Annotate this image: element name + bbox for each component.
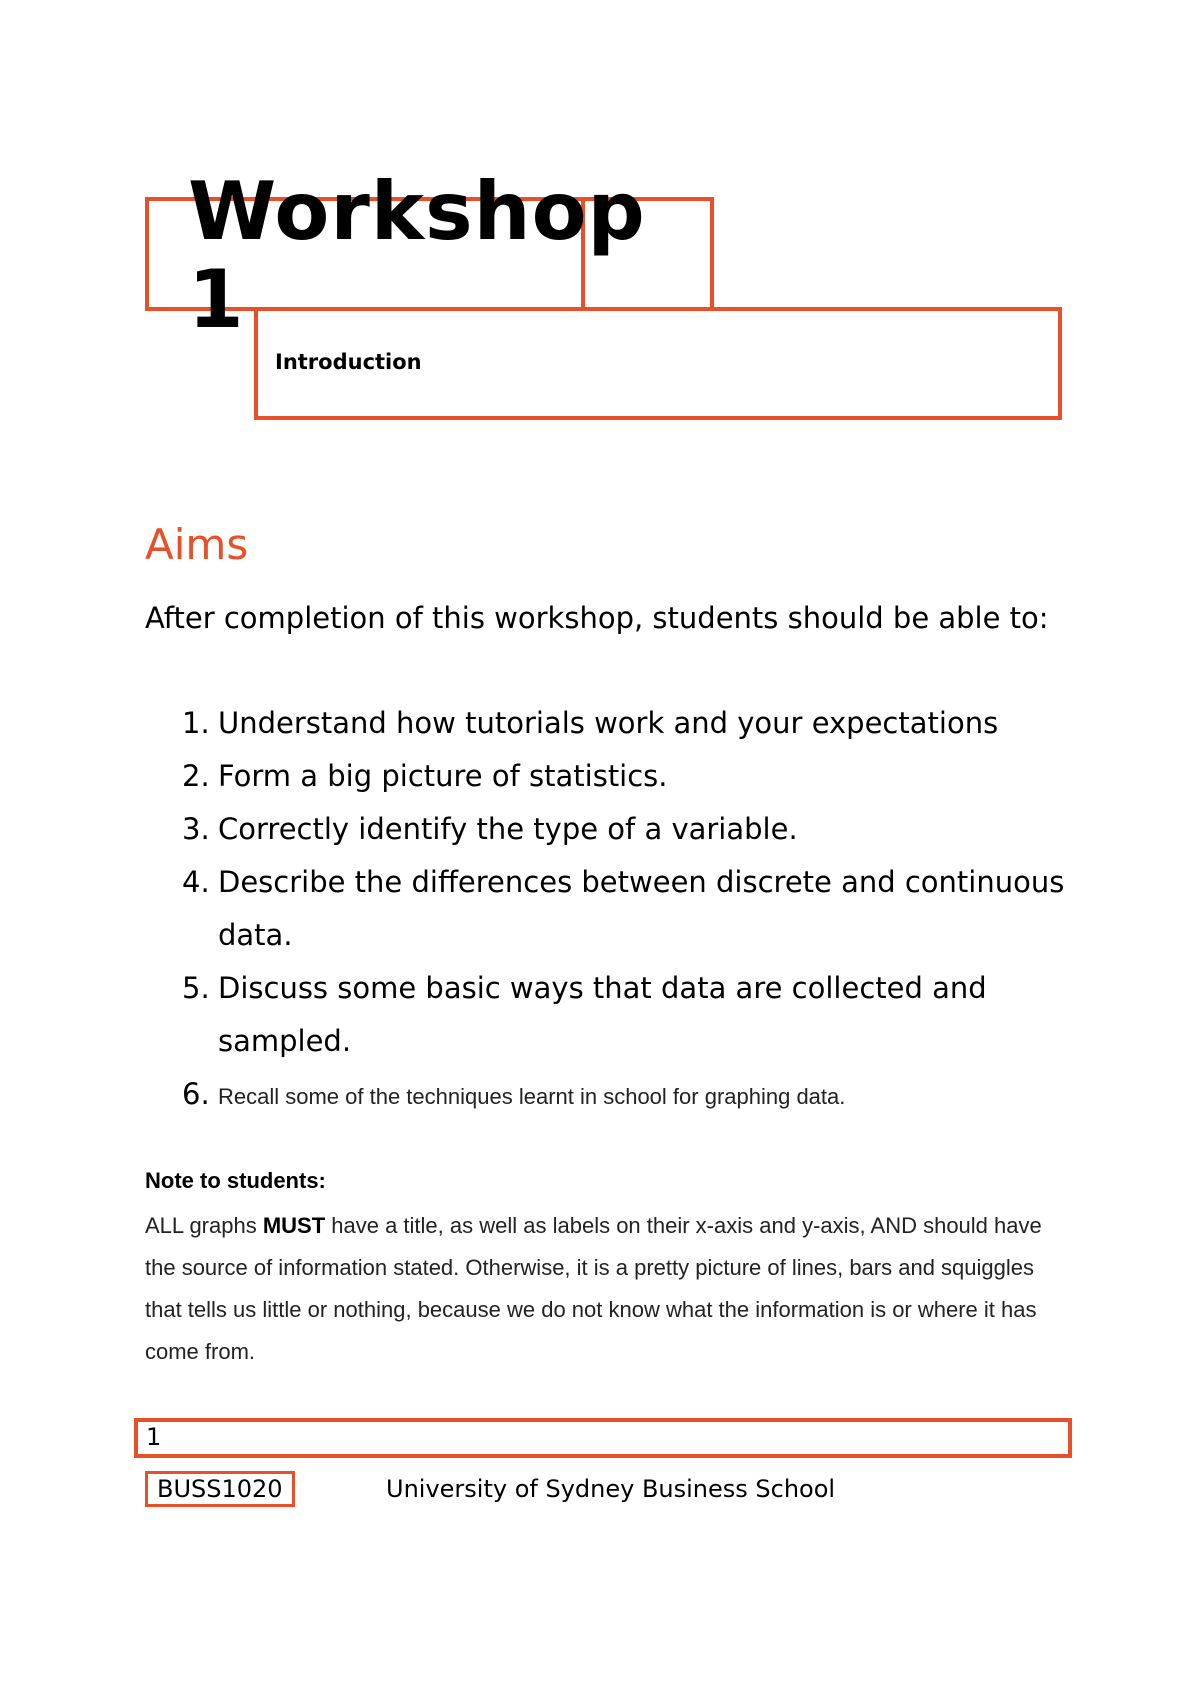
list-item [145, 803, 1075, 856]
list-item-number: 3. [182, 812, 210, 846]
page-title: Workshop 1 [188, 165, 646, 346]
list-item [145, 1068, 1075, 1123]
page-number-frame [134, 1418, 1072, 1458]
aims-list [145, 697, 1075, 1123]
page-subtitle: Introduction [275, 350, 422, 374]
school-name: University of Sydney Business School [386, 1475, 836, 1503]
note-body-emphasis: MUST [262, 1213, 326, 1238]
note-body-prefix: ALL graphs [145, 1213, 263, 1238]
note-body [145, 1205, 1075, 1373]
list-item [145, 962, 1075, 1068]
list-item-number: 5. [182, 971, 210, 1005]
list-item-text: Understand how tutorials work and your expectations [218, 706, 999, 740]
list-item-number: 6. [182, 1077, 210, 1111]
page-number: 1 [146, 1423, 162, 1451]
list-item-number: 4. [182, 865, 210, 899]
list-item-number: 2. [182, 759, 210, 793]
note-heading: Note to students: [145, 1168, 326, 1193]
list-item-text: Form a big picture of statistics. [218, 759, 668, 793]
list-item-text: Discuss some basic ways that data are collected and sampled. [218, 971, 987, 1058]
course-code: BUSS1020 [157, 1475, 283, 1503]
note-body-suffix: have a title, as well as labels on their x-axis and y-axis, AND should have the source of information stated. Otherwise, it is a pretty picture of lines, bars and squiggles that tells us little or nothing, because we do not know what the information is or where it has come from. [145, 1213, 1042, 1364]
list-item-number: 1. [182, 706, 210, 740]
list-item [145, 856, 1075, 962]
aims-intro: After completion of this workshop, students should be able to: [145, 601, 1049, 635]
list-item-text: Recall some of the techniques learnt in school for graphing data. [218, 1084, 846, 1109]
aims-heading: Aims [145, 520, 249, 569]
list-item-text: Describe the differences between discrete and continuous data. [218, 865, 1065, 952]
list-item [145, 697, 1075, 750]
list-item [145, 750, 1075, 803]
list-item-text: Correctly identify the type of a variable. [218, 812, 798, 846]
